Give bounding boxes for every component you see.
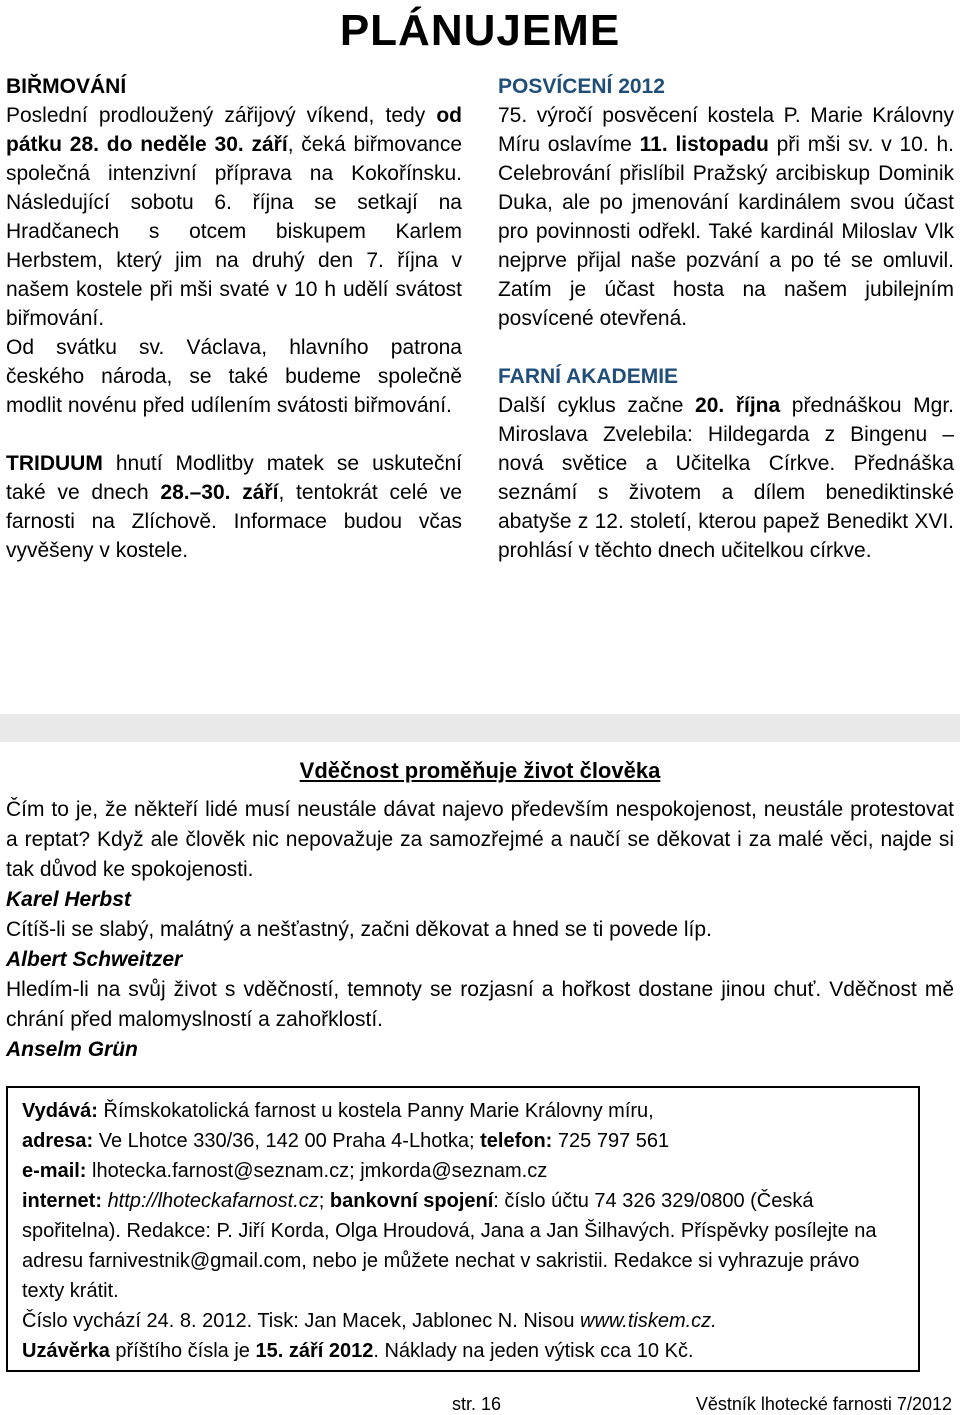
birmovani-paragraph-2: Od svátku sv. Václava, hlavního patrona českého národa, se také budeme společně modlit novénu před udílením svátosti biřmování. (6, 336, 462, 417)
birmovani-paragraph-1: Poslední prodloužený zářijový víkend, tedy od pátku 28. do neděle 30. září, čeká biřmovance společná intenzivní příprava na Kokořínsku. Následující sobotu 6. října se setkají na Hradčanech s otcem biskupem Karlem Herbstem, který jim na druhý den 7. října v našem kostele při mši svaté v 10 h udělí svátost biřmování. (6, 104, 462, 330)
right-column (498, 72, 954, 565)
quotes-title: Vděčnost proměňuje život člověka (299, 758, 661, 783)
quote-text: Cítíš-li se slabý, malátný a nešťastný, začni děkovat a hned se ti povede líp. (6, 918, 712, 941)
imprint-email: e-mail: lhotecka.farnost@seznam.cz; jmkorda@seznam.cz (22, 1160, 548, 1182)
left-column (6, 72, 462, 565)
page-number: str. 16 (452, 1394, 502, 1414)
quote-author: Anselm Grün (6, 1038, 138, 1061)
quote-text: Hledím-li na svůj život s vděčností, temnoty se rozjasní a hořkost dostane jinou chuť. Vděčnost mě chrání před malomyslností a zahořklostí. (6, 978, 954, 1031)
website-link[interactable]: http://lhoteckafarnost.cz (107, 1190, 319, 1212)
section-heading-birmovani: BIŘMOVÁNÍ (6, 75, 127, 98)
akademie-paragraph: Další cyklus začne 20. října přednáškou Mgr. Miroslava Zvelebila: Hildegarda z Bingenu – nová světice a Učitelka Církve. Přednáška seznámí s životem a dílem benediktinské abatyše z 12. století, kterou papež Benedikt XVI. prohlásí v těchto dnech učitelkou církve. (498, 394, 954, 562)
issue-label: Věstník lhotecké farnosti 7/2012 (695, 1394, 952, 1414)
separator-band (0, 714, 960, 742)
imprint-internet: internet: http://lhoteckafarnost.cz; bankovní spojení: číslo účtu 74 326 329/0800 (Česká spořitelna). Redakce: P. Jiří Korda, Olga Hroudová, Jana a Jan Šilhavých. Příspěvky posílejte na adresu farnivestnik@gmail.com, nebo je můžete nechat v sakristii. Redakce si vyhrazuje právo texty krátit. (22, 1190, 877, 1302)
triduum-paragraph: TRIDUUM hnutí Modlitby matek se uskuteční také ve dnech 28.–30. září, tentokrát celé ve farnosti na Zlíchově. Informace budou včas vyvěšeny v kostele. (6, 452, 462, 562)
imprint-address: adresa: Ve Lhotce 330/36, 142 00 Praha 4-Lhotka; telefon: 725 797 561 (22, 1130, 670, 1152)
section-heading-posviceni: POSVÍCENÍ 2012 (498, 75, 665, 98)
posviceni-paragraph: 75. výročí posvěcení kostela P. Marie Královny Míru oslavíme 11. listopadu při mši sv. v 10. h. Celebrování přislíbil Pražský arcibiskup Dominik Duka, ale po jmenování kardinálem svou účast pro povinnosti odřekl. Také kardinál Miloslav Vlk nejprve přijal naše pozvání a po té se omluvil. Zatím je účast hosta na našem jubilejním posvícené otevřená. (498, 104, 954, 330)
quote-author: Karel Herbst (6, 888, 131, 911)
page-title: PLÁNUJEME (339, 6, 621, 55)
imprint-deadline: Uzávěrka příštího čísla je 15. září 2012. Náklady na jeden výtisk cca 10 Kč. (22, 1340, 694, 1362)
imprint-issue: Číslo vychází 24. 8. 2012. Tisk: Jan Macek, Jablonec N. Nisou www.tiskem.cz. (22, 1310, 717, 1332)
quote-author: Albert Schweitzer (6, 948, 183, 971)
imprint-publisher: Vydává: Římskokatolická farnost u kostela Panny Marie Královny míru, (22, 1100, 654, 1122)
section-heading-akademie: FARNÍ AKADEMIE (498, 365, 679, 388)
quotes-section (6, 795, 954, 1065)
imprint-box (6, 1086, 920, 1372)
print-website-link[interactable]: www.tiskem.cz. (580, 1310, 717, 1332)
section-heading-triduum: TRIDUUM (6, 452, 103, 475)
quote-text: Čím to je, že někteří lidé musí neustále dávat najevo především nespokojenost, neustále protestovat a reptat? Když ale člověk nic nepovažuje za samozřejmé a naučí se děkovat i za malé věci, najde si tak důvod ke spokojenosti. (6, 798, 954, 881)
